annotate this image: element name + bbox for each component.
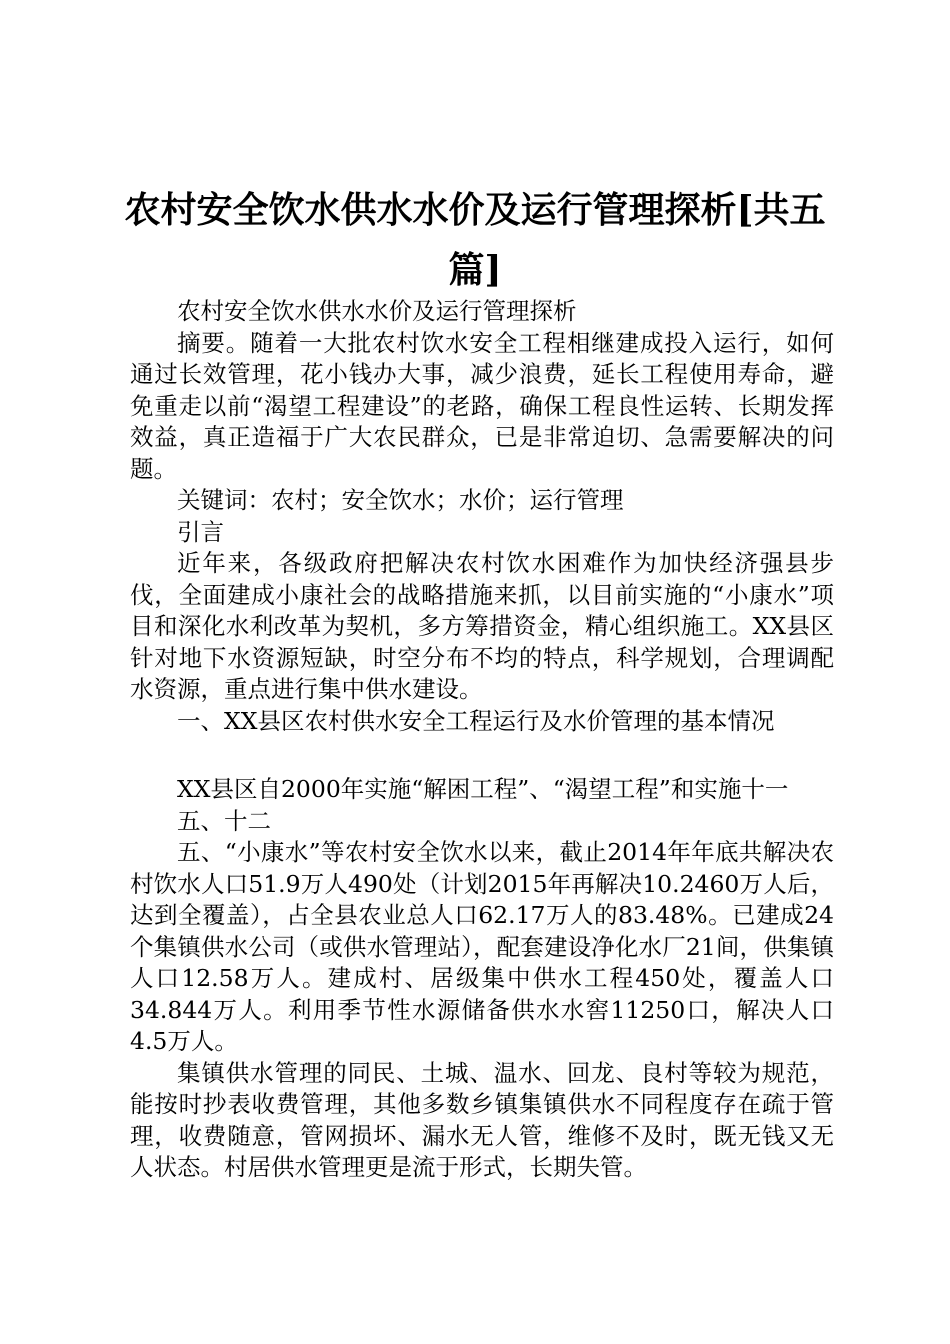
document-body	[130, 296, 834, 1184]
document-title: 农村安全饮水供水水价及运行管理探析[共五篇]	[124, 189, 826, 291]
paragraph-subtitle: 农村安全饮水供水水价及运行管理探析	[177, 297, 577, 325]
paragraph-introduction-heading: 引言	[177, 517, 224, 546]
section-heading-1: 一、XX县区农村供水安全工程运行及水价管理的基本情况	[177, 706, 775, 735]
paragraph-fragment: 五、十二	[177, 806, 271, 835]
paragraph-keywords: 关键词：农村；安全饮水；水价；运行管理	[177, 486, 624, 514]
paragraph-management: 集镇供水管理的同民、土城、温水、回龙、良村等较为规范，能按时抄表收费管理，其他多数乡镇集镇供水不同程度存在疏于管理，收费随意，管网损坏、漏水无人管，维修不及时，既无钱又无人状态。村居供水管理更是流于形式，长期失管。	[130, 1058, 834, 1181]
paragraph-statistics: 五、“小康水”等农村安全饮水以来，截止2014年年底共解决农村饮水人口51.9万人490处（计划2015年再解决10.2460万人后，达到全覆盖），占全县农业总人口62.17万人的83.48%。已建成24个集镇供水公司（或供水管理站），配套建设净化水厂21间，供集镇人口12.58万人。建成村、居级集中供水工程450处，覆盖人口34.844万人。利用季节性水源储备供水水窖11250口，解决人口4.5万人。	[130, 838, 834, 1055]
paragraph-introduction: 近年来，各级政府把解决农村饮水困难作为加快经济强县步伐，全面建成小康社会的战略措施来抓，以目前实施的“小康水”项目和深化水利改革为契机，多方筹措资金，精心组织施工。XX县区针对地下水资源短缺，时空分布不均的特点，科学规划，合理调配水资源，重点进行集中供水建设。	[130, 549, 834, 703]
paragraph-history: XX县区自2000年实施“解困工程”、“渴望工程”和实施十一	[177, 775, 789, 803]
paragraph-abstract: 摘要。随着一大批农村饮水安全工程相继建成投入运行，如何通过长效管理，花小钱办大事，减少浪费，延长工程使用寿命，避免重走以前“渴望工程建设”的老路，确保工程良性运转、长期发挥效益，真正造福于广大农民群众，已是非常迫切、急需要解决的问题。	[130, 328, 834, 483]
